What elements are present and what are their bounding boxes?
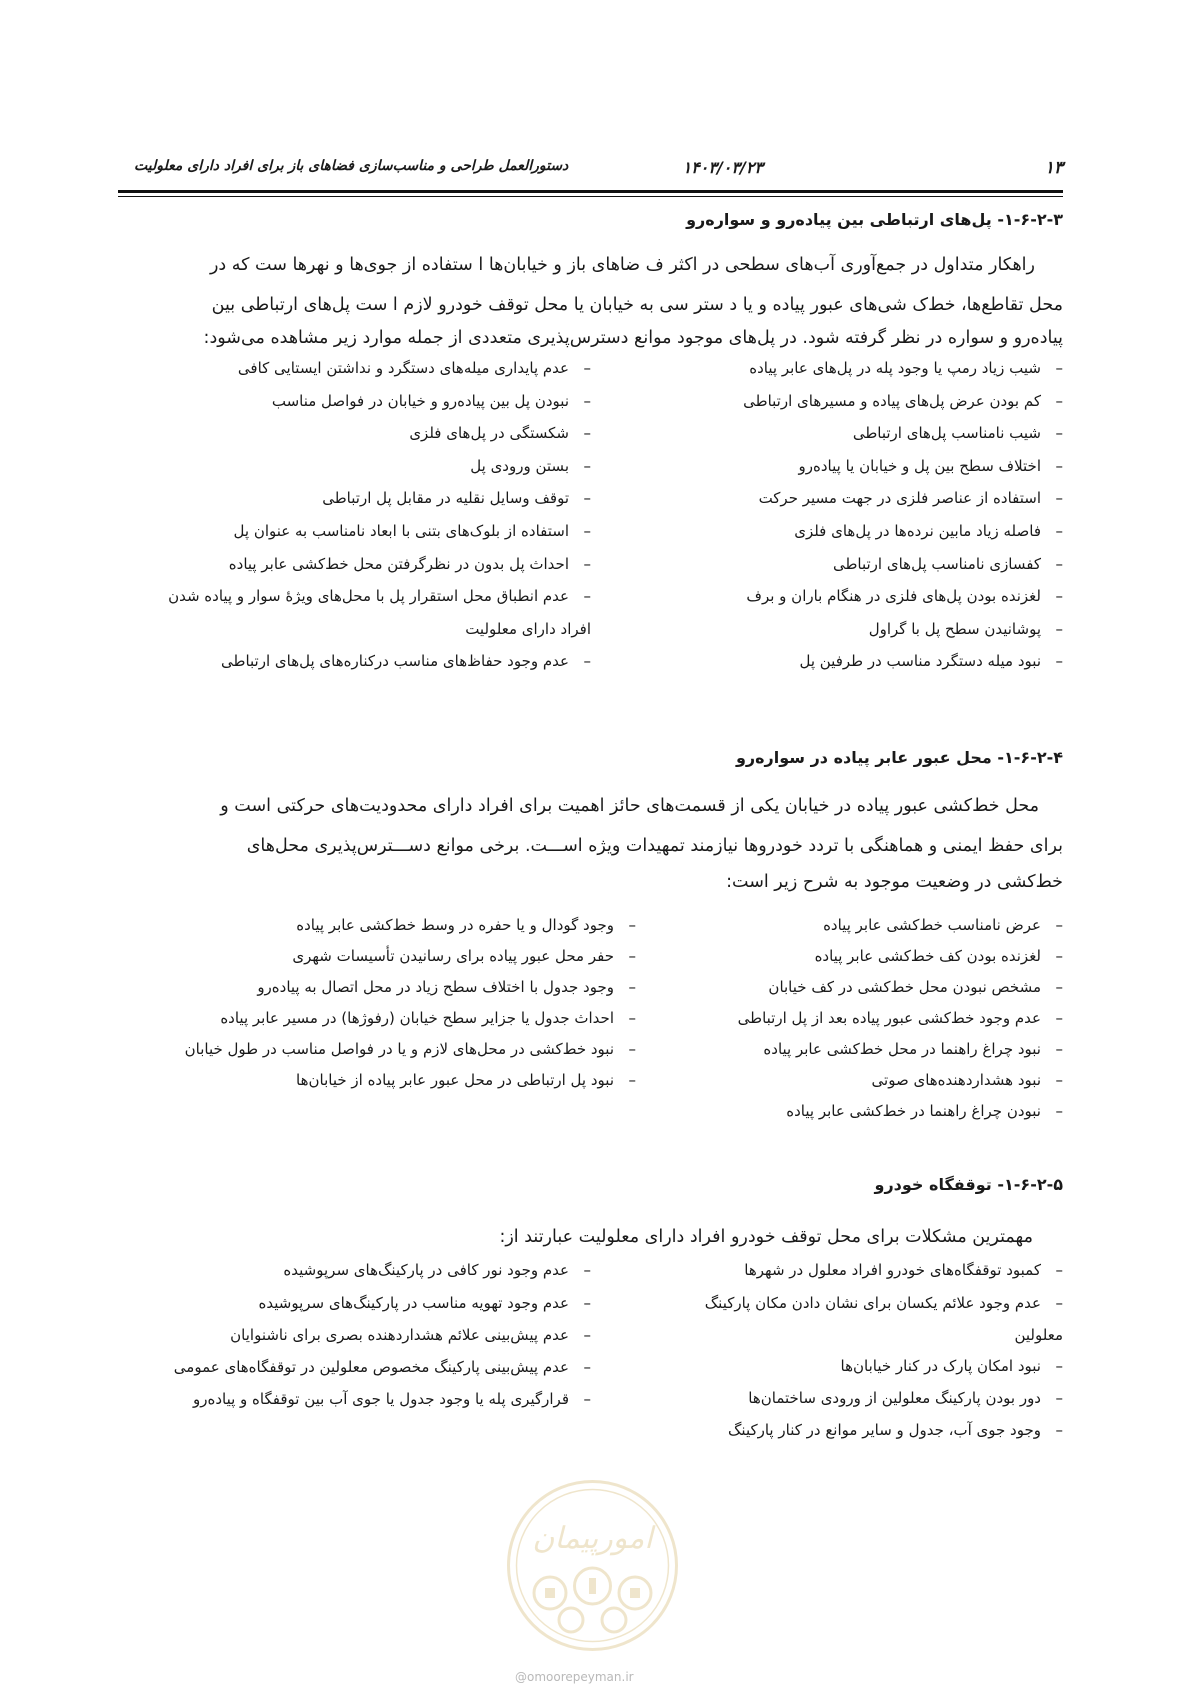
list-item: –پوشانیدن سطح پل با گراول: [868, 619, 1063, 638]
bullet-list-right: [743, 352, 1063, 678]
list-item: –استفاده از عناصر فلزی در جهت مسیر حرکت: [758, 489, 1063, 508]
watermark-site: @omoorepeyman.ir: [515, 1670, 634, 1684]
paragraph-line: خط‌کشی در وضعیت موجود به شرح زیر است:: [726, 872, 1063, 892]
list-item: –کفسازی نامناسب پل‌های ارتباطی: [832, 554, 1063, 573]
paragraph-line: راهکار متداول در جمع‌آوری آب‌های سطحی در اکثر ف ضاهای باز و خیابان‌ها ا ستفاده از جوی‌ها و نهرها ست که در: [209, 255, 1035, 275]
list-item: –بستن ورودی پل: [470, 456, 591, 475]
section-paragraph: [123, 245, 1063, 351]
bullet-list-left: [111, 1255, 591, 1415]
list-item: –عرض نامناسب خط‌کشی عابر پیاده: [823, 916, 1063, 934]
list-item: –عدم وجود علائم یکسان برای نشان دادن مکان پارکینگ: [704, 1294, 1063, 1312]
list-item: –شکستگی در پل‌های فلزی: [409, 424, 591, 443]
list-item: –عدم انطباق محل استقرار پل با محل‌های ویژۀ سوار و پیاده شدن: [168, 587, 591, 606]
list-item: –عدم وجود نور کافی در پارکینگ‌های سرپوشیده: [283, 1261, 591, 1279]
section-heading: ۱-۶-۲-۵- توقفگاه خودرو: [874, 1175, 1063, 1194]
intro-line: مهمترین مشکلات برای محل توقف خودرو افراد دارای معلولیت عبارتند از:: [499, 1227, 1033, 1247]
list-item: –نبود امکان پارک در کنار خیابان‌ها: [840, 1357, 1063, 1375]
list-item: –کم بودن عرض پل‌های پیاده و مسیرهای ارتباطی: [743, 391, 1063, 410]
list-item: –نبود هشداردهنده‌های صوتی: [871, 1071, 1063, 1089]
paragraph-line: محل تقاطع‌ها، خط‌ک شی‌های عبور پیاده و یا د ستر سی به خیابان یا محل توقف خودرو لازم ا ست پل‌های ارتباطی بین: [211, 295, 1063, 315]
bullet-list-right: [705, 1255, 1063, 1446]
page-header: [118, 158, 1063, 186]
list-item: –نبودن چراغ راهنما در خط‌کشی عابر پیاده: [786, 1102, 1063, 1120]
header-rule-thick: [118, 190, 1063, 193]
list-item: –عدم وجود خط‌کشی عبور پیاده بعد از پل ارتباطی: [737, 1009, 1063, 1027]
section-paragraph: [123, 786, 1063, 898]
list-item: –توقف وسایل نقلیه در مقابل پل ارتباطی: [322, 489, 591, 508]
list-item: –لغزنده بودن کف خط‌کشی عابر پیاده: [814, 947, 1063, 965]
list-item: –احداث پل بدون در نظرگرفتن محل خط‌کشی عابر پیاده: [228, 554, 591, 573]
list-item: –وجود گودال و یا حفره در وسط خط‌کشی عابر پیاده: [296, 916, 636, 934]
list-item: –لغزنده بودن پل‌های فلزی در هنگام باران و برف: [746, 587, 1063, 606]
paragraph-line: برای حفظ ایمنی و هماهنگی با تردد خودروها نیازمند تمهیدات ویژه اســـت. برخی موانع دســـترس‌پذیری محل‌های: [246, 836, 1063, 856]
bullet-list-left: [116, 910, 636, 1096]
list-item: –قرارگیری پله یا وجود جدول یا جوی آب بین توقفگاه و پیاده‌رو: [192, 1390, 591, 1408]
header-rule-thin: [118, 196, 1063, 197]
list-item: –نبود چراغ راهنما در محل خط‌کشی عابر پیاده: [763, 1040, 1063, 1058]
list-item: –اختلاف سطح بین پل و خیابان یا پیاده‌رو: [798, 456, 1063, 475]
section-heading: ۱-۶-۲-۴- محل عبور عابر پیاده در سواره‌رو: [735, 748, 1063, 767]
list-item: –عدم پایداری میله‌های دستگرد و نداشتن ایستایی کافی: [237, 359, 591, 377]
paragraph-line: محل خط‌کشی عبور پیاده در خیابان یکی از قسمت‌های حائز اهمیت برای افراد دارای محدودیت‌های حرکتی است و: [220, 796, 1039, 816]
list-item: –حفر محل عبور پیاده برای رسانیدن تأسیسات شهری: [292, 947, 636, 965]
list-item: –نبود میله دستگرد مناسب در طرفین پل: [799, 652, 1063, 671]
header-title: دستورالعمل طراحی و مناسب‌سازی فضاهای باز برای افراد دارای معلولیت: [134, 158, 569, 174]
list-item: –عدم وجود تهویه مناسب در پارکینگ‌های سرپوشیده: [258, 1294, 591, 1312]
paragraph-line: پیاده‌رو و سواره در نظر گرفته شود. در پل‌های موجود موانع دسترس‌پذیری متعددی از جمله موارد زیر مشاهده می‌شود:: [203, 328, 1063, 348]
list-item: –شیب زیاد رمپ یا وجود پله در پل‌های عابر پیاده: [749, 359, 1063, 377]
bullet-list-left: [111, 352, 591, 678]
section-heading: ۱-۶-۲-۳- پل‌های ارتباطی بین پیاده‌رو و سواره‌رو: [686, 210, 1063, 229]
list-item-continuation: معلولین: [1014, 1326, 1063, 1344]
page-number: ۱۳: [1044, 158, 1063, 178]
bullet-list-right: [738, 910, 1063, 1127]
header-date: ۱۴۰۳/۰۳/۲۳: [682, 158, 763, 177]
list-item-continuation: افراد دارای معلولیت: [465, 619, 591, 638]
list-item: –دور بودن پارکینگ معلولین از ورودی ساختمان‌ها: [748, 1389, 1063, 1407]
list-item: –شیب نامناسب پل‌های ارتباطی: [852, 424, 1063, 443]
list-item: –نبود خط‌کشی در محل‌های لازم و یا در فواصل مناسب در طول خیابان: [184, 1040, 636, 1058]
list-item: –کمبود توقفگاه‌های خودرو افراد معلول در شهرها: [744, 1261, 1063, 1279]
list-item: –احداث جدول یا جزایر سطح خیابان (رفوژها) در مسیر عابر پیاده: [220, 1009, 636, 1027]
list-item: –نبود پل ارتباطی در محل عبور عابر پیاده از خیابان‌ها: [296, 1071, 636, 1089]
list-item: –مشخص نبودن محل خط‌کشی در کف خیابان: [768, 978, 1063, 996]
list-item: –وجود جدول با اختلاف سطح زیاد در محل اتصال به پیاده‌رو: [257, 978, 636, 996]
watermark-logo-text: امورپیمان: [532, 1521, 653, 1556]
list-item: –نبودن پل بین پیاده‌رو و خیابان در فواصل مناسب: [271, 391, 591, 410]
list-item: –فاصله زیاد مابین نرده‌ها در پل‌های فلزی: [794, 521, 1063, 540]
watermark-logo-icon: [505, 1478, 680, 1653]
section-intro: [133, 1222, 1033, 1252]
list-item: –وجود جوی آب، جدول و سایر موانع در کنار پارکینگ: [728, 1421, 1063, 1439]
list-item: –عدم پیش‌بینی علائم هشداردهنده بصری برای ناشنوایان: [230, 1326, 591, 1344]
list-item: –استفاده از بلوک‌های بتنی با ابعاد نامناسب به عنوان پل: [233, 521, 591, 540]
list-item: –عدم وجود حفاظ‌های مناسب درکناره‌های پل‌های ارتباطی: [221, 652, 591, 671]
list-item: –عدم پیش‌بینی پارکینگ مخصوص معلولین در توقفگاه‌های عمومی: [173, 1358, 591, 1376]
